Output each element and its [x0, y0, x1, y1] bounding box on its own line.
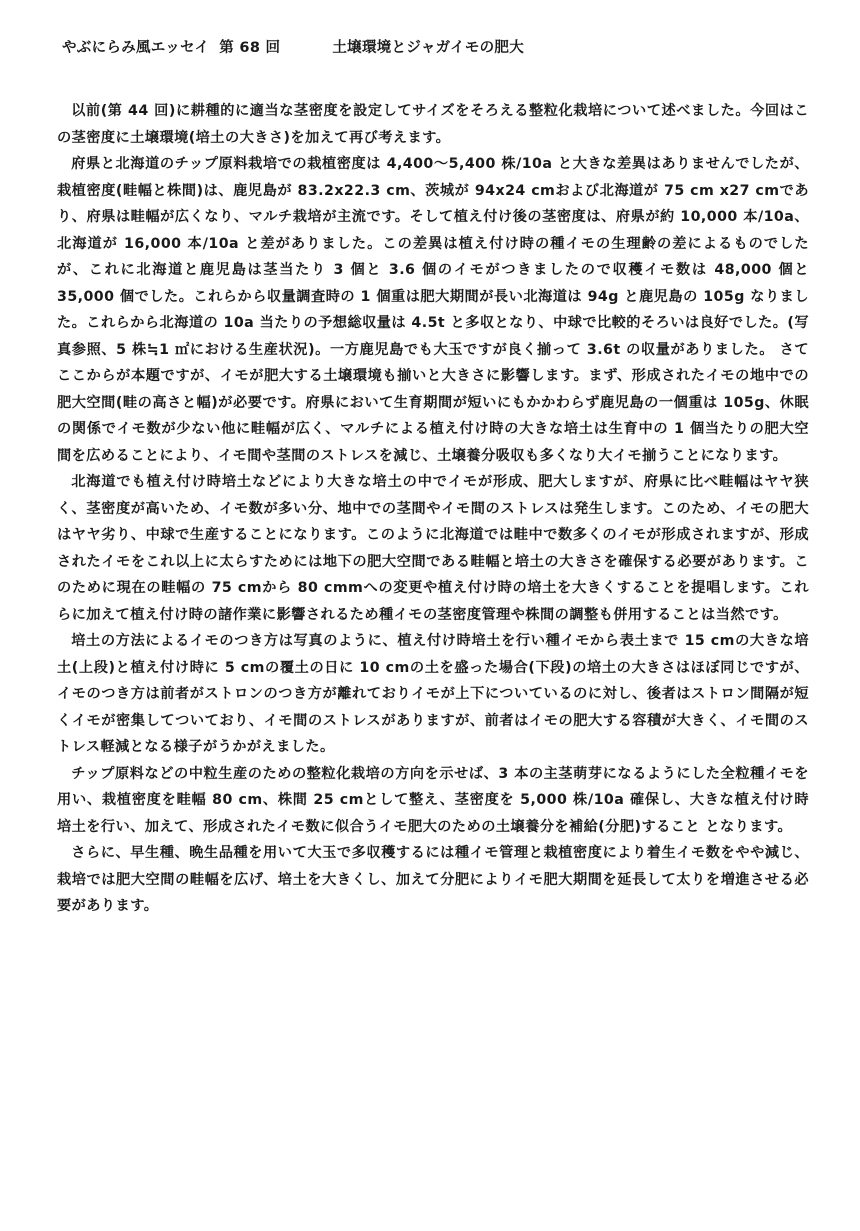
paragraph-chip-cultivation: チップ原料などの中粒生産のための整粒化栽培の方向を示せば、3 本の主茎萌芽になるようにした全粒種イモを用い、栽植密度を畦幅 80 cm、株間 25 cmとして整え、茎密度を 5,000 株/10a 確保し、大きな植え付け時培土を行い、加えて、形成されたイモ数に似合うイモ肥大のための土壌養分を補給(分肥)すること となります。	[57, 765, 809, 835]
essay-body	[57, 98, 809, 920]
issue-number: 第 68 回	[219, 40, 281, 56]
essay-title: 土壌環境とジャガイモの肥大	[332, 40, 525, 56]
paragraph-planting-density: 府県と北海道のチップ原料栽培での栽植密度は 4,400～5,400 株/10a と大きな差異はありませんでしたが、栽植密度(畦幅と株間)は、鹿児島が 83.2x22.3 cm、茨城が 94x24 cmおよび北海道が 75 cm x27 cmであり、府県は畦幅が広くなり、マルチ栽培が主流です。そして植え付け後の茎密度は、府県が約 10,000 本/10a、北海道が 16,000 本/10a と差がありました。この差異は植え付け時の種イモの生理齢の差によるものでしたが、これに北海道と鹿児島は茎当たり 3 個と 3.6 個のイモがつきましたので収穫イモ数は 48,000 個と 35,000 個でした。これらから収量調査時の 1 個重は肥大期間が長い北海道は 94g と鹿児島の 105g なりました。これらから北海道の 10a 当たりの予想総収量は 4.5t と多収となり、中球で比較的そろいは良好でした。(写真参照、5 株≒1 ㎡における生産状況)。一方鹿児島でも大玉ですが良く揃って 3.6t の収量がありました。 さてここからが本題ですが、イモが肥大する土壌環境も揃いと大きさに影響します。まず、形成されたイモの地中での肥大空間(畦の高さと幅)が必要です。府県において生育期間が短いにもかかわらず鹿児島の一個重は 105g、休眠の関係でイモ数が少ない他に畦幅が広く、マルチによる植え付け時の大きな培土は生育中の 1 個当たりの肥大空間を広めることにより、イモ間や茎間のストレスを減じ、土壌養分吸収も多くなり大イモ揃うことになります。	[57, 156, 809, 464]
paragraph-hokkaido: 北海道でも植え付け時培土などにより大きな培土の中でイモが形成、肥大しますが、府県に比べ畦幅はヤヤ狭く、茎密度が高いため、イモ数が多い分、地中での茎間やイモ間のストレスは発生します。このため、イモの肥大はヤヤ劣り、中球で生産することになります。このように北海道では畦中で数多くのイモが形成されますが、形成されたイモをこれ以上に太らすためには地下の肥大空間である畦幅と培土の大きさを確保する必要があります。このために現在の畦幅の 75 cmから 80 cmmへの変更や植え付け時の培土を大きくすることを提唱します。これらに加えて植え付け時の諸作業に影響されるため種イモの茎密度管理や株間の調整も併用することは当然です。	[57, 474, 809, 623]
paragraph-conclusion: さらに、早生種、晩生品種を用いて大玉で多収穫するには種イモ管理と栽植密度により着生イモ数をやや減じ、栽培では肥大空間の畦幅を広げ、培土を大きくし、加えて分肥によりイモ肥大期間を延長して太りを増進させる必要があります。	[57, 845, 809, 914]
essay-header	[62, 36, 820, 62]
paragraph-intro: 以前(第 44 回)に耕種的に適当な茎密度を設定してサイズをそろえる整粒化栽培について述べました。今回はこの茎密度に土壌環境(培土の大きさ)を加えて再び考えます。	[57, 103, 809, 146]
series-name: やぶにらみ風エッセイ	[62, 40, 210, 56]
paragraph-hilling-method: 培土の方法によるイモのつき方は写真のように、植え付け時培土を行い種イモから表土まで 15 cmの大きな培土(上段)と植え付け時に 5 cmの覆土の日に 10 cmの土を盛った場合(下段)の培土の大きさはほぼ同じですが、イモのつき方は前者がストロンのつき方が離れておりイモが上下についているのに対し、後者はストロン間隔が短くイモが密集してついており、イモ間のストレスがありますが、前者はイモの肥大する容積が大きく、イモ間のストレス軽減となる様子がうかがえました。	[57, 633, 809, 755]
